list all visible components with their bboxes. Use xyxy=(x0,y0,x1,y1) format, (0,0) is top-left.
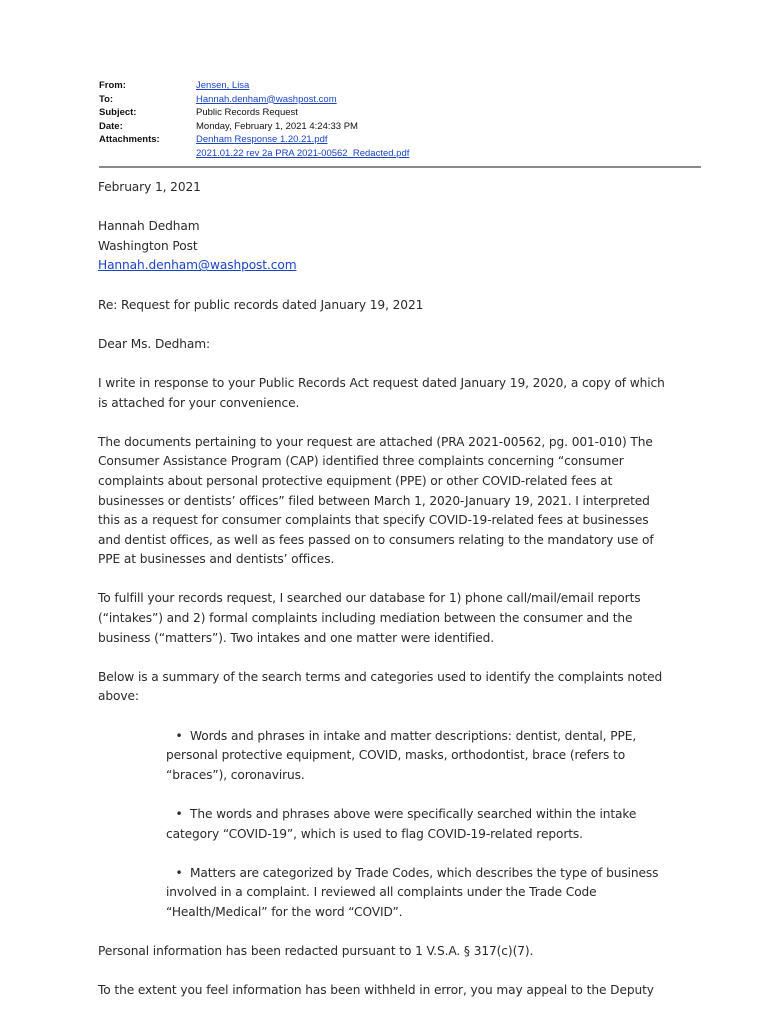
bullet-icon: • xyxy=(175,728,183,743)
subject-label: Subject: xyxy=(99,107,137,118)
letter-date: February 1, 2021 xyxy=(98,180,201,194)
list-item xyxy=(166,727,670,786)
to-label: To: xyxy=(99,93,114,105)
recipient-name: Hannah Dedham xyxy=(98,219,200,234)
from-label: From: xyxy=(99,80,126,91)
list-item-text: Words and phrases in intake and matter descriptions: dentist, dental, PPE, personal protective equipment, COVID, masks, orthodontist, brace (refers to “braces”), coronavirus. xyxy=(166,728,637,782)
paragraph-appeal: To the extent you feel information has been withheld in error, you may appeal to the Deputy xyxy=(98,983,654,998)
attachments-label: Attachments: xyxy=(99,134,160,145)
to-row xyxy=(99,93,699,107)
recipient-email-link[interactable]: Hannah.denham@washpost.com xyxy=(98,258,297,273)
paragraph-search: To fulfill your records request, I searched our database for 1) phone call/mail/email reports (“intakes”) and 2) formal complaints including mediation between the consumer and the business (“matters”). Two intakes and one matter were identified. xyxy=(98,591,641,645)
letter-body xyxy=(98,178,670,1021)
attachments-row xyxy=(99,133,699,160)
subject-value: Public Records Request xyxy=(196,107,298,118)
attachments-list xyxy=(196,133,409,160)
header-divider xyxy=(99,166,701,168)
date-label: Date: xyxy=(99,120,123,132)
list-item xyxy=(166,805,670,844)
recipient-email-line xyxy=(98,256,670,276)
paragraph-redaction: Personal information has been redacted pursuant to 1 V.S.A. § 317(c)(7). xyxy=(98,944,534,959)
list-item-text: The words and phrases above were specifically searched within the intake category “COVID-19”, which is used to flag COVID-19-related reports. xyxy=(166,807,637,841)
list-item-text: Matters are categorized by Trade Codes, which describes the type of business involved in a complaint. I reviewed all complaints under the Trade Code “Health/Medical” for the word “COVID”. xyxy=(166,865,659,919)
from-row xyxy=(99,79,699,93)
recipient-org: Washington Post xyxy=(98,238,198,253)
attachment-link[interactable]: Denham Response 1.20.21.pdf xyxy=(196,134,328,145)
date-value: Monday, February 1, 2021 4:24:33 PM xyxy=(196,120,358,132)
date-row xyxy=(99,120,699,134)
from-link[interactable]: Jensen, Lisa xyxy=(196,80,250,91)
email-header xyxy=(99,79,699,160)
subject-row xyxy=(99,106,699,120)
to-email-link[interactable]: Hannah.denham@washpost.com xyxy=(196,93,337,105)
re-line: Re: Request for public records dated January 19, 2021 xyxy=(98,297,424,312)
search-terms-list xyxy=(166,727,670,923)
paragraph-summary-intro: Below is a summary of the search terms and categories used to identify the complaints noted above: xyxy=(98,669,663,704)
paragraph-documents: The documents pertaining to your request are attached (PRA 2021-00562, pg. 001-010) The Consumer Assistance Program (CAP) identified three complaints concerning “consumer complaints about personal protective equipment (PPE) or other COVID-related fees at businesses or dentists’ offices” filed between March 1, 2020-January 19, 2021. I interpreted this as a request for consumer complaints that specify COVID-19-related fees at businesses and dentist offices, as well as fees passed on to consumers relating to the mandatory use of PPE at businesses and dentists’ offices. xyxy=(98,434,654,567)
paragraph-response: I write in response to your Public Records Act request dated January 19, 2020, a copy of which is attached for your convenience. xyxy=(98,375,665,410)
list-item xyxy=(166,864,670,923)
bullet-icon: • xyxy=(175,807,183,821)
attachment-link[interactable]: 2021.01.22 rev 2a PRA 2021-00562_Redacted.pdf xyxy=(196,147,410,159)
bullet-icon: • xyxy=(175,865,183,880)
salutation: Dear Ms. Dedham: xyxy=(98,336,211,351)
